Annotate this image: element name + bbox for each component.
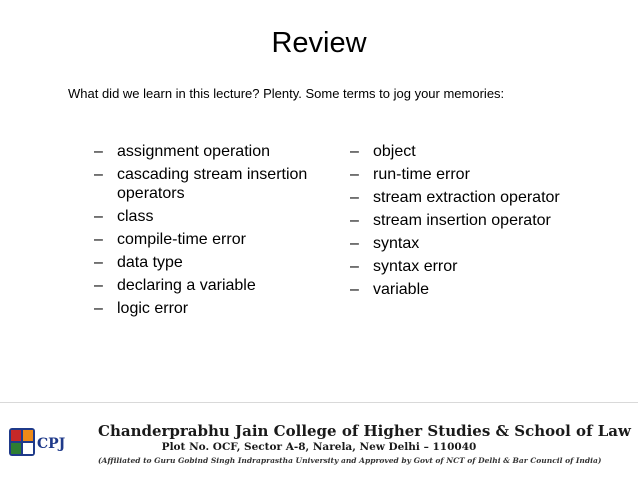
term-item: – variable: [350, 280, 600, 299]
term-item: – cascading stream insertion operators: [94, 165, 334, 203]
term-item: – data type: [94, 253, 334, 272]
term-item: – class: [94, 207, 334, 226]
term-item: – logic error: [94, 299, 334, 318]
term-list-right: [350, 142, 600, 303]
term-list-left: [94, 142, 334, 322]
term-item: – syntax: [350, 234, 600, 253]
slide-title: Review: [271, 27, 367, 59]
term-item: – compile-time error: [94, 230, 334, 249]
slide-intro: What did we learn in this lecture? Plenty. Some terms to jog your memories:: [68, 86, 505, 101]
term-item: – run-time error: [350, 165, 600, 184]
term-item: – declaring a variable: [94, 276, 334, 295]
college-address: Plot No. OCF, Sector A-8, Narela, New Delhi – 110040: [161, 441, 477, 453]
college-footer: [0, 402, 638, 480]
term-item: – stream insertion operator: [350, 211, 600, 230]
term-item: – object: [350, 142, 600, 161]
college-name: Chanderprabhu Jain College of Higher Studies & School of Law: [98, 422, 631, 440]
term-item: – syntax error: [350, 257, 600, 276]
college-affiliation: (Affiliated to Guru Gobind Singh Indraprastha University and Approved by Govt of NCT of Delhi & Bar Council of India): [98, 456, 602, 465]
term-item: – stream extraction operator: [350, 188, 600, 207]
logo-text: CPJ: [37, 436, 66, 452]
term-item: – assignment operation: [94, 142, 334, 161]
